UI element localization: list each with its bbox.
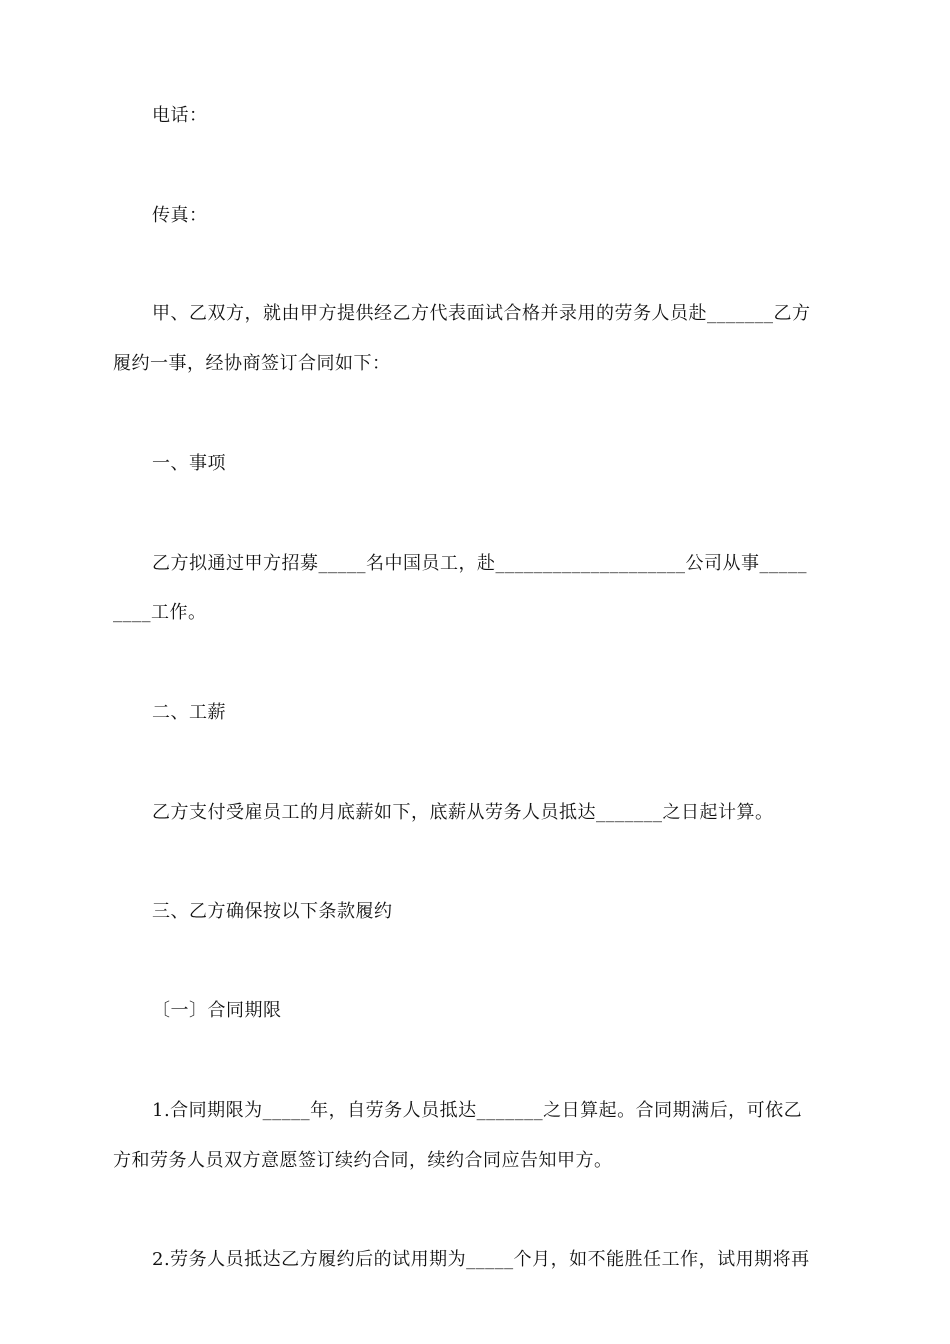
clause-2-line-1: 2.劳务人员抵达乙方履约后的试用期为_____个月，如不能胜任工作，试用期将再 [152, 1249, 810, 1270]
section-3-heading: 三、乙方确保按以下条款履约 [152, 901, 393, 922]
phone-label: 电话： [152, 105, 208, 126]
clause-1-line-1: 1.合同期限为_____年，自劳务人员抵达_______之日算起。合同期满后，可依乙 [152, 1100, 803, 1121]
section-2-heading: 二、工薪 [152, 702, 226, 723]
intro-paragraph-line-1: 甲、乙双方，就由甲方提供经乙方代表面试合格并录用的劳务人员赴_______乙方 [152, 303, 811, 324]
intro-paragraph-line-2: 履约一事，经协商签订合同如下： [113, 353, 391, 374]
section-3-subheading: 〔一〕合同期限 [152, 1000, 282, 1021]
section-1-heading: 一、事项 [152, 453, 226, 474]
section-1-paragraph-line-2: ____工作。 [113, 602, 207, 623]
section-1-paragraph-line-1: 乙方拟通过甲方招募_____名中国员工，赴____________________公司从事_____ [152, 553, 807, 574]
clause-1-line-2: 方和劳务人员双方意愿签订续约合同，续约合同应告知甲方。 [113, 1150, 613, 1171]
fax-label: 传真： [152, 205, 208, 226]
section-2-paragraph: 乙方支付受雇员工的月底薪如下，底薪从劳务人员抵达_______之日起计算。 [152, 802, 774, 823]
